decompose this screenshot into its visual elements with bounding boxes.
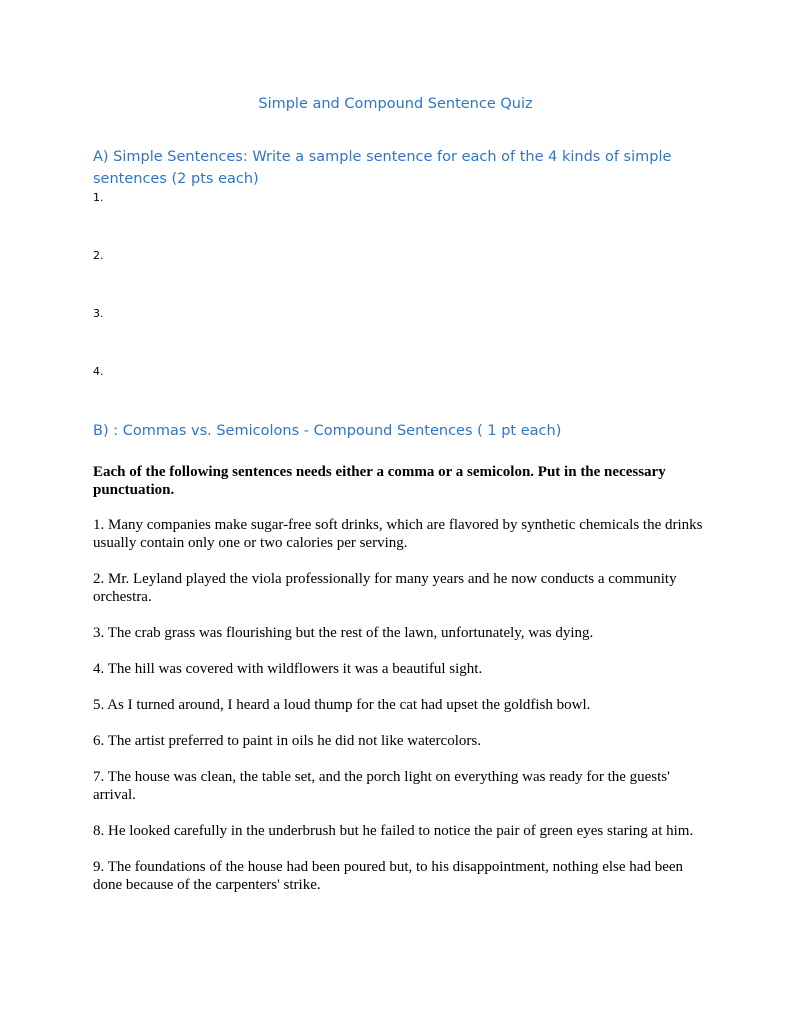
section-b-heading: B) : Commas vs. Semicolons - Compound Sentences ( 1 pt each) xyxy=(93,423,562,439)
answer-number-1: 1. xyxy=(93,191,104,204)
sentence-item: 5. As I turned around, I heard a loud thump for the cat had upset the goldfish bowl. xyxy=(93,697,591,713)
answer-number-2: 2. xyxy=(93,249,104,262)
sentence-list xyxy=(93,516,708,912)
sentence-item: 4. The hill was covered with wildflowers it was a beautiful sight. xyxy=(93,661,483,677)
sentence-item: 9. The foundations of the house had been poured but, to his disappointment, nothing else had been done because of the carpenters' strike. xyxy=(93,859,684,893)
instructions: Each of the following sentences needs either a comma or a semicolon. Put in the necessary punctuation. xyxy=(93,464,666,498)
section-a-heading: A) Simple Sentences: Write a sample sentence for each of the 4 kinds of simple sentences (2 pts each) xyxy=(93,149,672,187)
page-title: Simple and Compound Sentence Quiz xyxy=(258,96,533,112)
sentence-item: 7. The house was clean, the table set, and the porch light on everything was ready for the guests' arrival. xyxy=(93,769,670,803)
sentence-item: 1. Many companies make sugar-free soft drinks, which are flavored by synthetic chemicals the drinks usually contain only one or two calories per serving. xyxy=(93,517,703,551)
sentence-item: 8. He looked carefully in the underbrush but he failed to notice the pair of green eyes staring at him. xyxy=(93,823,694,839)
sentence-item: 2. Mr. Leyland played the viola professionally for many years and he now conducts a community orchestra. xyxy=(93,571,677,605)
sentence-item: 3. The crab grass was flourishing but the rest of the lawn, unfortunately, was dying. xyxy=(93,625,594,641)
answer-number-3: 3. xyxy=(93,307,104,320)
sentence-item: 6. The artist preferred to paint in oils he did not like watercolors. xyxy=(93,733,481,749)
answer-number-4: 4. xyxy=(93,365,104,378)
